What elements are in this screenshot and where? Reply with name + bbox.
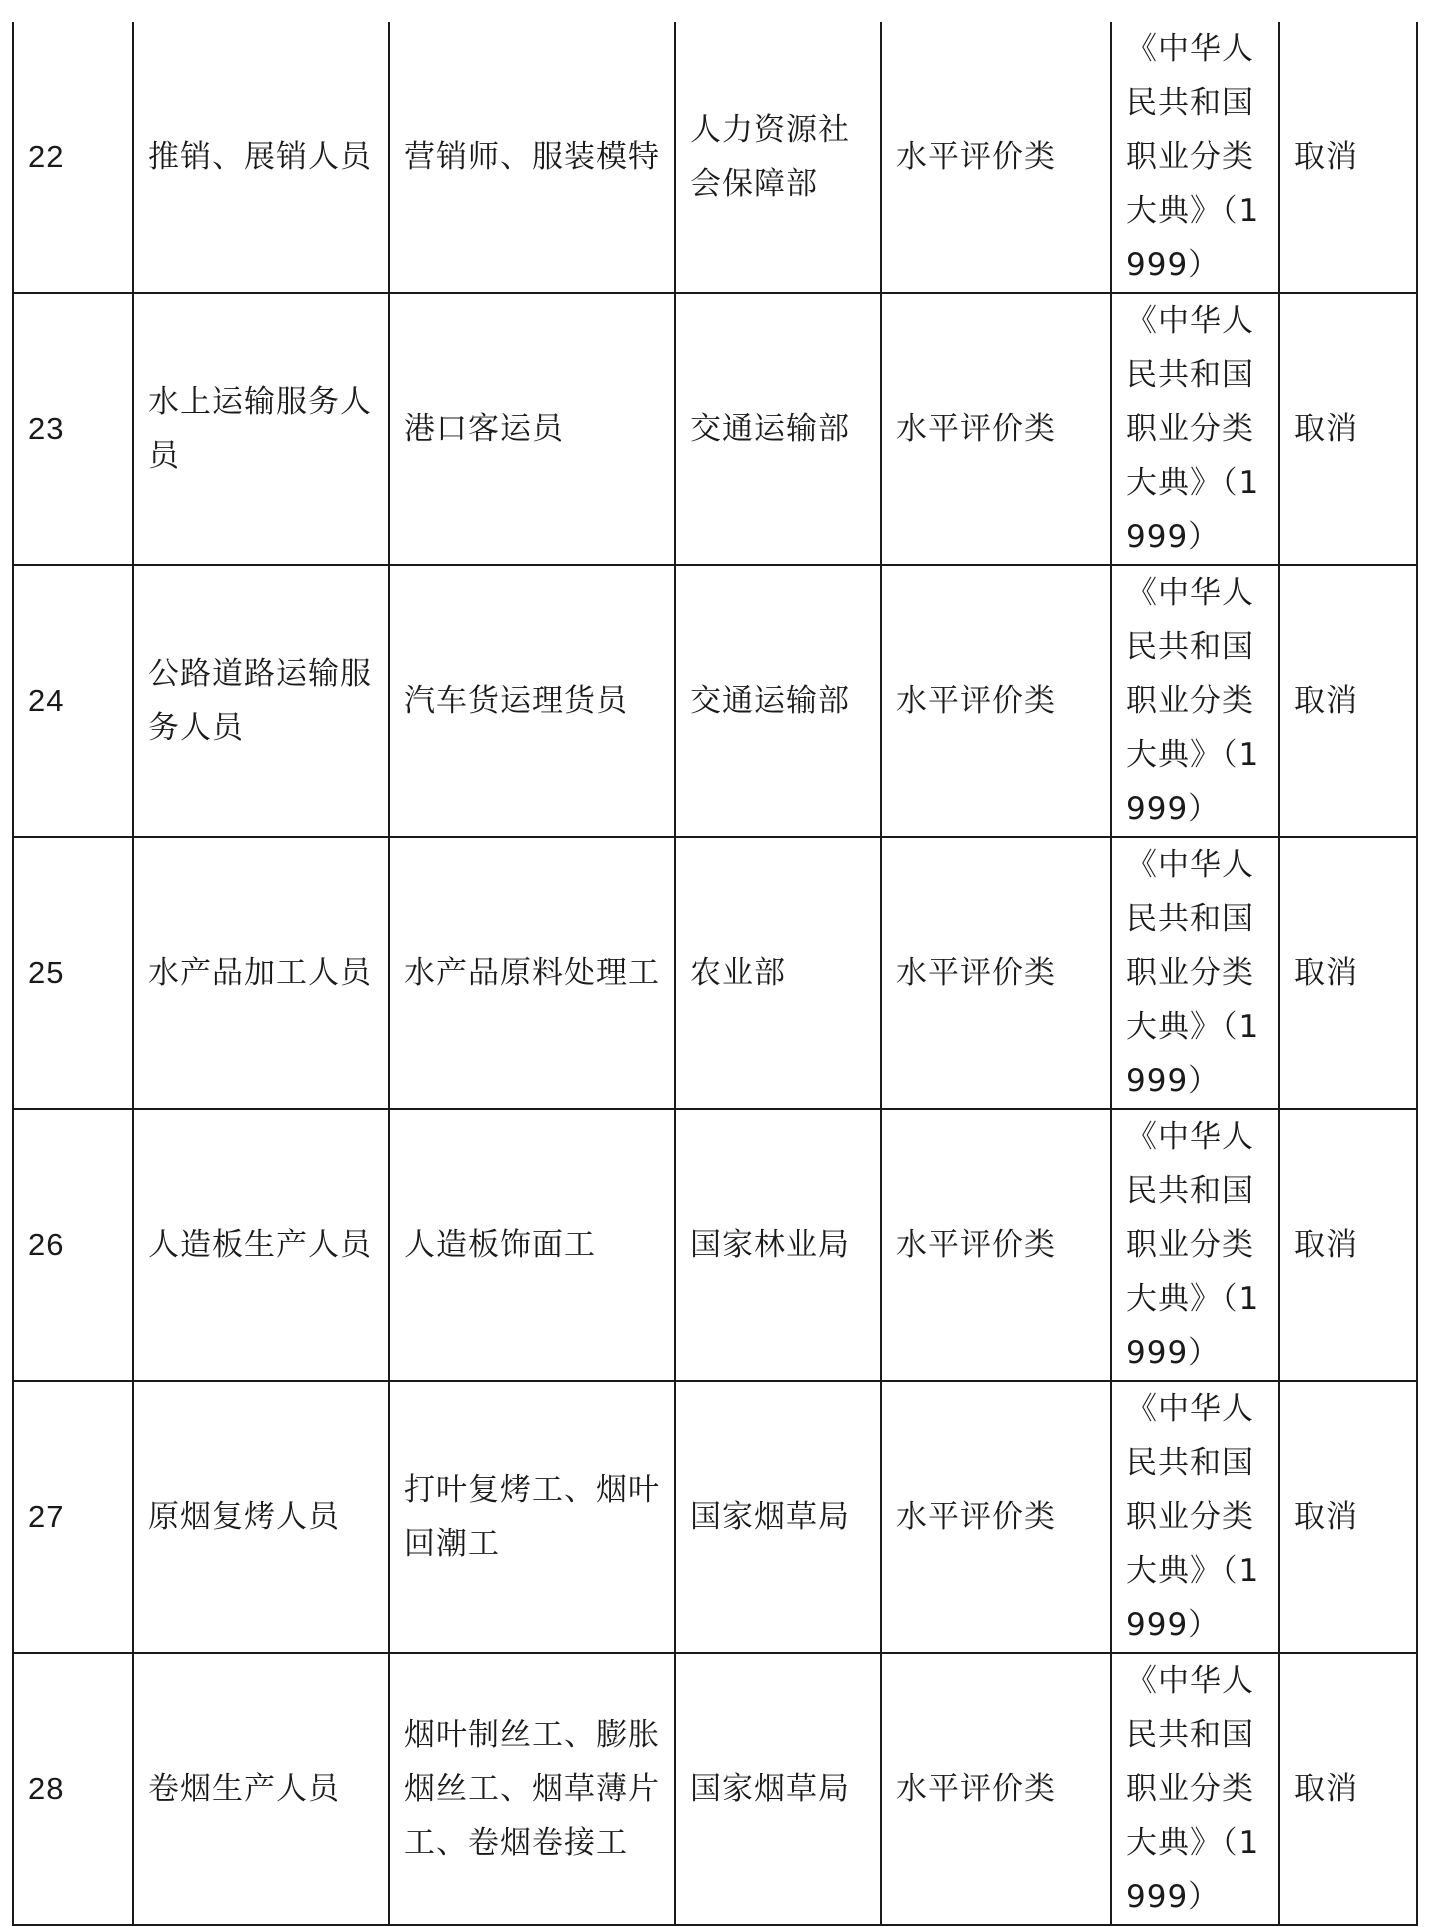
action: 取消 bbox=[1279, 293, 1417, 565]
table-row bbox=[13, 1109, 1417, 1381]
basis-source: 《中华人民共和国职业分类大典》（1999） bbox=[1111, 293, 1279, 565]
occupation-name: 营销师、服装模特 bbox=[389, 22, 675, 293]
basis-source: 《中华人民共和国职业分类大典》（1999） bbox=[1111, 837, 1279, 1109]
occupation-category: 卷烟生产人员 bbox=[133, 1653, 389, 1925]
basis-source: 《中华人民共和国职业分类大典》（1999） bbox=[1111, 1109, 1279, 1381]
occupation-category: 水产品加工人员 bbox=[133, 837, 389, 1109]
action: 取消 bbox=[1279, 837, 1417, 1109]
action: 取消 bbox=[1279, 1109, 1417, 1381]
department: 交通运输部 bbox=[675, 565, 881, 837]
department: 人力资源社会保障部 bbox=[675, 22, 881, 293]
evaluation-type: 水平评价类 bbox=[881, 22, 1111, 293]
row-number: 25 bbox=[13, 837, 133, 1109]
table-row bbox=[13, 1653, 1417, 1925]
table-row bbox=[13, 837, 1417, 1109]
basis-source: 《中华人民共和国职业分类大典》（1999） bbox=[1111, 1381, 1279, 1653]
department: 交通运输部 bbox=[675, 293, 881, 565]
row-number: 22 bbox=[13, 22, 133, 293]
department: 农业部 bbox=[675, 837, 881, 1109]
basis-source: 《中华人民共和国职业分类大典》（1999） bbox=[1111, 22, 1279, 293]
row-number: 26 bbox=[13, 1109, 133, 1381]
row-number: 23 bbox=[13, 293, 133, 565]
occupation-name: 汽车货运理货员 bbox=[389, 565, 675, 837]
evaluation-type: 水平评价类 bbox=[881, 293, 1111, 565]
row-number: 28 bbox=[13, 1653, 133, 1925]
occupation-category: 人造板生产人员 bbox=[133, 1109, 389, 1381]
table-row bbox=[13, 1381, 1417, 1653]
evaluation-type: 水平评价类 bbox=[881, 565, 1111, 837]
action: 取消 bbox=[1279, 22, 1417, 293]
basis-source: 《中华人民共和国职业分类大典》（1999） bbox=[1111, 1653, 1279, 1925]
table-row bbox=[13, 565, 1417, 837]
occupation-name: 烟叶制丝工、膨胀烟丝工、烟草薄片工、卷烟卷接工 bbox=[389, 1653, 675, 1925]
occupation-name: 水产品原料处理工 bbox=[389, 837, 675, 1109]
occupation-category: 原烟复烤人员 bbox=[133, 1381, 389, 1653]
occupation-name: 打叶复烤工、烟叶回潮工 bbox=[389, 1381, 675, 1653]
table-row bbox=[13, 22, 1417, 293]
row-number: 24 bbox=[13, 565, 133, 837]
action: 取消 bbox=[1279, 1381, 1417, 1653]
table-row bbox=[13, 293, 1417, 565]
occupation-category: 水上运输服务人员 bbox=[133, 293, 389, 565]
evaluation-type: 水平评价类 bbox=[881, 1381, 1111, 1653]
occupation-name: 人造板饰面工 bbox=[389, 1109, 675, 1381]
evaluation-type: 水平评价类 bbox=[881, 1109, 1111, 1381]
department: 国家林业局 bbox=[675, 1109, 881, 1381]
department: 国家烟草局 bbox=[675, 1653, 881, 1925]
occupation-name: 港口客运员 bbox=[389, 293, 675, 565]
basis-source: 《中华人民共和国职业分类大典》（1999） bbox=[1111, 565, 1279, 837]
occupation-table bbox=[12, 22, 1418, 1926]
department: 国家烟草局 bbox=[675, 1381, 881, 1653]
row-number: 27 bbox=[13, 1381, 133, 1653]
evaluation-type: 水平评价类 bbox=[881, 1653, 1111, 1925]
occupation-category: 公路道路运输服务人员 bbox=[133, 565, 389, 837]
occupation-category: 推销、展销人员 bbox=[133, 22, 389, 293]
evaluation-type: 水平评价类 bbox=[881, 837, 1111, 1109]
action: 取消 bbox=[1279, 565, 1417, 837]
action: 取消 bbox=[1279, 1653, 1417, 1925]
